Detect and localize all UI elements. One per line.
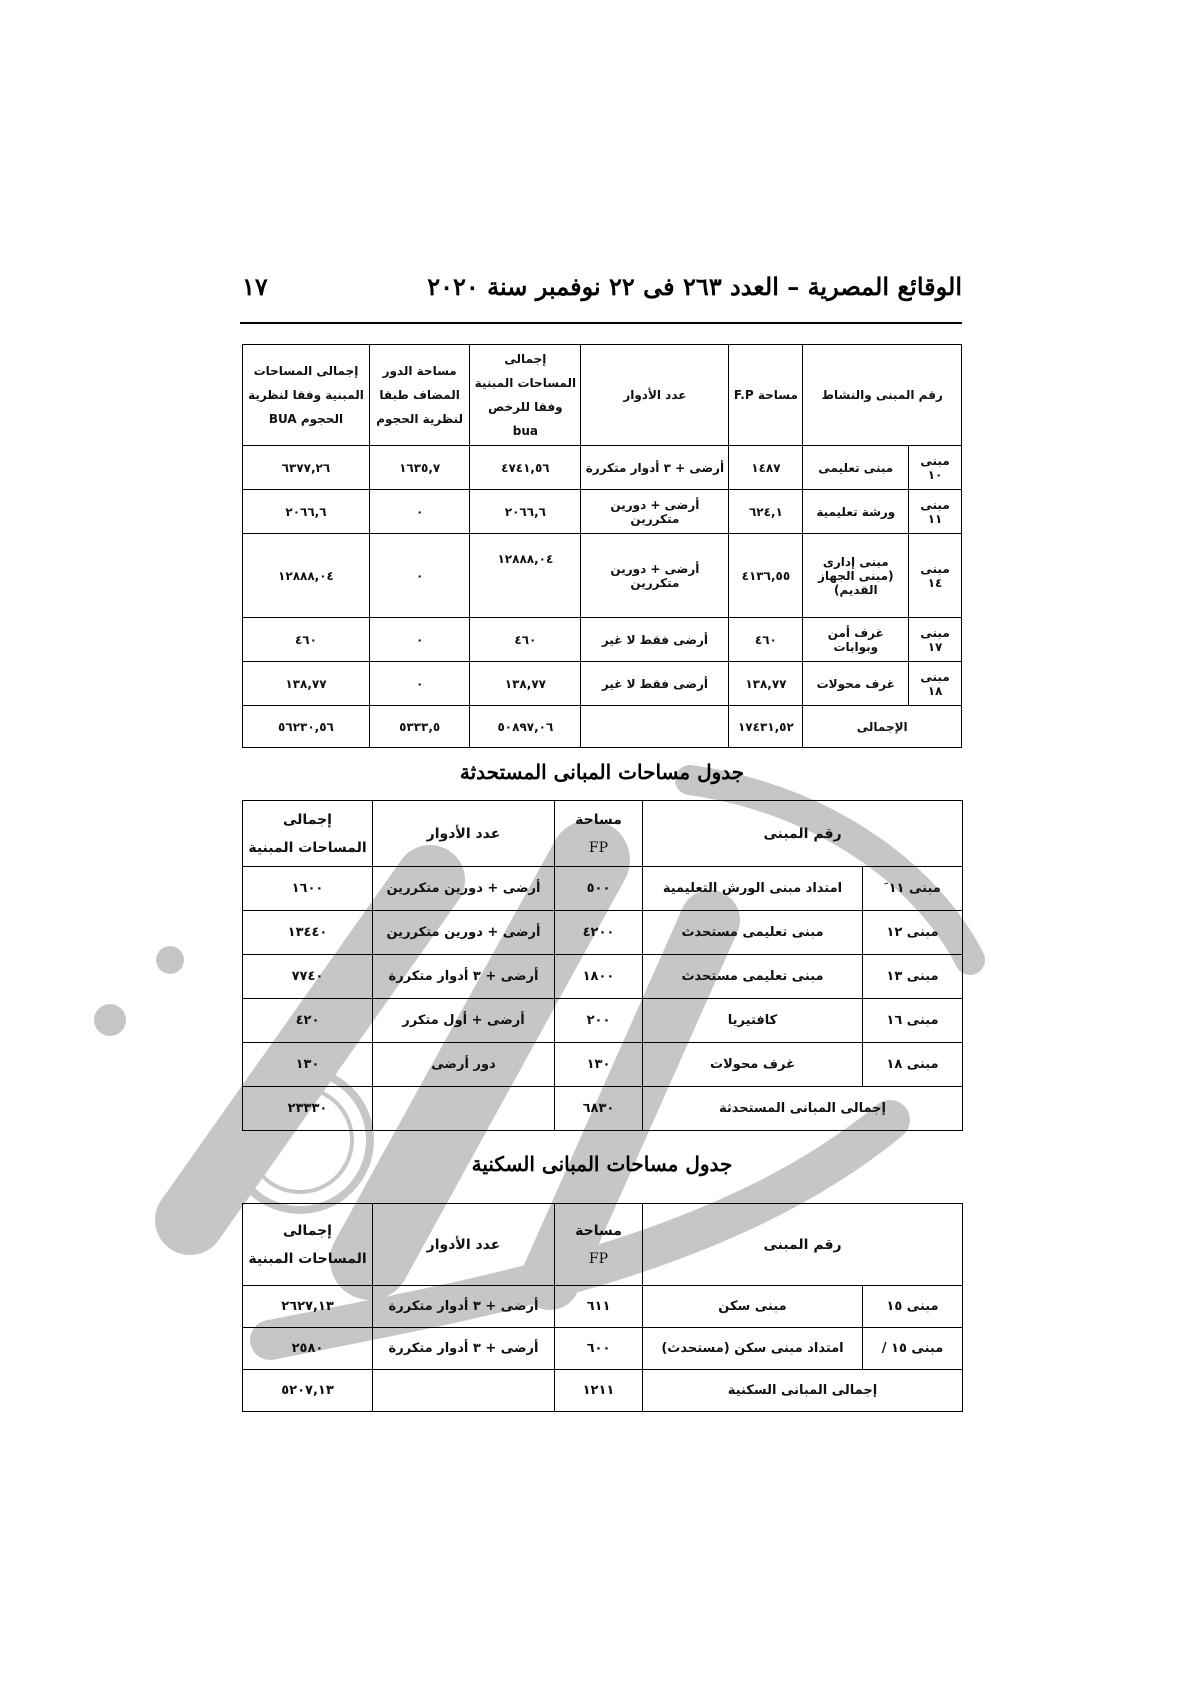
- building-activity: مبنى تعليمى: [803, 446, 909, 490]
- header-building: رقم المبنى والنشاط: [803, 345, 962, 446]
- building-number: مبنى ١٥ /: [863, 1328, 963, 1370]
- total-added-floor: ٥٣٣٣,٥: [369, 706, 469, 748]
- total-area-value: ١٣٤٤٠: [243, 911, 373, 955]
- floors-value: أرضى + ٣ أدوار متكررة: [373, 955, 555, 999]
- header-total: إجمالى المساحات المبنية: [243, 1204, 373, 1286]
- fp-value: ٦١١: [555, 1286, 643, 1328]
- table-row: [243, 955, 963, 999]
- table-row: [243, 490, 962, 534]
- building-name: مبنى سكن: [643, 1286, 863, 1328]
- table-row: [243, 618, 962, 662]
- table-row: [243, 662, 962, 706]
- header-building: رقم المبنى: [643, 1204, 963, 1286]
- bua-license-value: ٤٧٤١,٥٦: [470, 446, 581, 490]
- buildings-activity-table: [242, 344, 962, 748]
- total-area: ٥٢٠٧,١٣: [243, 1370, 373, 1412]
- bua-volume-value: ١٣٨,٧٧: [243, 662, 370, 706]
- total-fp: ٦٨٣٠: [555, 1087, 643, 1131]
- building-number: مبنى ١٥: [863, 1286, 963, 1328]
- bua-license-value: ١٢٨٨٨,٠٤: [470, 534, 581, 618]
- total-area: ٢٣٣٣٠: [243, 1087, 373, 1131]
- building-number: مبنى ١٦: [863, 999, 963, 1043]
- floors-value: أرضى + دورين متكررين: [581, 490, 729, 534]
- floors-value: أرضى + دورين متكررين: [581, 534, 729, 618]
- building-number: مبنى ١١: [909, 490, 962, 534]
- total-label: إجمالى المبانى السكنية: [643, 1370, 963, 1412]
- table-header-row: [243, 345, 962, 446]
- residential-buildings-table: [242, 1203, 963, 1412]
- total-row: [243, 706, 962, 748]
- fp-value: ٤١٣٦,٥٥: [729, 534, 803, 618]
- floors-value: دور أرضى: [373, 1043, 555, 1087]
- building-name: غرف محولات: [643, 1043, 863, 1087]
- bua-volume-value: ٤٦٠: [243, 618, 370, 662]
- floors-value: أرضى فقط لا غير: [581, 662, 729, 706]
- fp-value: ٤٢٠٠: [555, 911, 643, 955]
- building-name: كافتيريا: [643, 999, 863, 1043]
- total-area-value: ٢٥٨٠: [243, 1328, 373, 1370]
- table-row: [243, 446, 962, 490]
- total-fp: ١٧٤٣١,٥٢: [729, 706, 803, 748]
- added-floor-value: ٠: [369, 534, 469, 618]
- building-number: مبنى ١٣: [863, 955, 963, 999]
- header-fp-line2: FP: [588, 839, 609, 856]
- bua-license-value: ٤٦٠: [470, 618, 581, 662]
- table-row: [243, 999, 963, 1043]
- fp-value: ١٤٨٧: [729, 446, 803, 490]
- added-floor-value: ٠: [369, 618, 469, 662]
- building-name: امتداد مبنى سكن (مستحدث): [643, 1328, 863, 1370]
- total-floors: [581, 706, 729, 748]
- total-area-value: ٢٦٢٧,١٣: [243, 1286, 373, 1328]
- header-floors: عدد الأدوار: [581, 345, 729, 446]
- floors-value: أرضى + ٣ أدوار متكررة: [373, 1328, 555, 1370]
- building-number: مبنى ١٤: [909, 534, 962, 618]
- floors-value: أرضى + دورين متكررين: [373, 867, 555, 911]
- header-fp-line1: مساحة: [575, 811, 622, 828]
- bua-volume-value: ٦٣٧٧,٢٦: [243, 446, 370, 490]
- header-fp: مساحة F.P: [729, 345, 803, 446]
- total-floors: [373, 1087, 555, 1131]
- header-fp: [555, 1204, 643, 1286]
- header-bua-license: إجمالى المساحات المبنية وفقا للرخص bua: [470, 345, 581, 446]
- total-floors: [373, 1370, 555, 1412]
- building-name: مبنى تعليمى مستحدث: [643, 911, 863, 955]
- header-fp: [555, 801, 643, 867]
- total-area-value: ١٣٠: [243, 1043, 373, 1087]
- header-added-floor: مساحة الدور المضاف طبقا لنظرية الحجوم: [369, 345, 469, 446]
- bua-volume-value: ٢٠٦٦,٦: [243, 490, 370, 534]
- total-row: [243, 1087, 963, 1131]
- fp-value: ١٨٠٠: [555, 955, 643, 999]
- header-fp-line2: FP: [588, 1250, 609, 1267]
- total-area-value: ٧٧٤٠: [243, 955, 373, 999]
- header-floors: عدد الأدوار: [373, 1204, 555, 1286]
- building-number: مبنى ١٧: [909, 618, 962, 662]
- gazette-title: الوقائع المصرية – العدد ٢٦٣ فى ٢٢ نوفمبر سنة ٢٠٢٠: [427, 272, 962, 301]
- building-activity: ورشة تعليمية: [803, 490, 909, 534]
- residential-buildings-title: جدول مساحات المبانى السكنية: [471, 1152, 733, 1176]
- table-row: [243, 867, 963, 911]
- fp-value: ٢٠٠: [555, 999, 643, 1043]
- table-row: [243, 1043, 963, 1087]
- table-row: [243, 911, 963, 955]
- page-header: [240, 270, 962, 324]
- building-name: مبنى تعليمى مستحدث: [643, 955, 863, 999]
- building-number: مبنى ١٠: [909, 446, 962, 490]
- building-activity: غرف محولات: [803, 662, 909, 706]
- total-bua-license: ٥٠٨٩٧,٠٦: [470, 706, 581, 748]
- table-row: [243, 1328, 963, 1370]
- building-activity: مبنى إدارى (مبنى الجهاز القديم): [803, 534, 909, 618]
- total-row: [243, 1370, 963, 1412]
- fp-value: ٤٦٠: [729, 618, 803, 662]
- total-area-value: ١٦٠٠: [243, 867, 373, 911]
- building-name: امتداد مبنى الورش التعليمية: [643, 867, 863, 911]
- total-label: الإجمالى: [803, 706, 962, 748]
- floors-value: أرضى فقط لا غير: [581, 618, 729, 662]
- fp-value: ١٣٠: [555, 1043, 643, 1087]
- bua-license-value: ٢٠٦٦,٦: [470, 490, 581, 534]
- floors-value: أرضى + أول متكرر: [373, 999, 555, 1043]
- header-bua-volume: إجمالى المساحات المبنية وفقا لنظرية الحجوم BUA: [243, 345, 370, 446]
- floors-value: أرضى + ٣ أدوار متكررة: [581, 446, 729, 490]
- fp-value: ٥٠٠: [555, 867, 643, 911]
- bua-volume-value: ١٢٨٨٨,٠٤: [243, 534, 370, 618]
- total-fp: ١٢١١: [555, 1370, 643, 1412]
- header-total: إجمالى المساحات المبنية: [243, 801, 373, 867]
- fp-value: ٦٠٠: [555, 1328, 643, 1370]
- table-row: [243, 1286, 963, 1328]
- new-buildings-table: [242, 800, 963, 1131]
- building-number: مبنى ١١ َ: [863, 867, 963, 911]
- table-header-row: [243, 1204, 963, 1286]
- fp-value: ١٣٨,٧٧: [729, 662, 803, 706]
- building-number: مبنى ١٨: [863, 1043, 963, 1087]
- floors-value: أرضى + ٣ أدوار متكررة: [373, 1286, 555, 1328]
- building-number: مبنى ١٢: [863, 911, 963, 955]
- header-floors: عدد الأدوار: [373, 801, 555, 867]
- total-bua-volume: ٥٦٢٣٠,٥٦: [243, 706, 370, 748]
- page-number: ١٧: [242, 272, 268, 301]
- bua-license-value: ١٣٨,٧٧: [470, 662, 581, 706]
- building-number: مبنى ١٨: [909, 662, 962, 706]
- building-activity: غرف أمن وبوابات: [803, 618, 909, 662]
- floors-value: أرضى + دورين متكررين: [373, 911, 555, 955]
- total-label: إجمالى المبانى المستحدثة: [643, 1087, 963, 1131]
- table-row: [243, 534, 962, 618]
- header-fp-line1: مساحة: [575, 1222, 622, 1239]
- header-building: رقم المبنى: [643, 801, 963, 867]
- total-area-value: ٤٢٠: [243, 999, 373, 1043]
- fp-value: ٦٢٤,١: [729, 490, 803, 534]
- added-floor-value: ١٦٣٥,٧: [369, 446, 469, 490]
- new-buildings-title: جدول مساحات المبانى المستحدثة: [459, 760, 745, 784]
- added-floor-value: ٠: [369, 662, 469, 706]
- added-floor-value: ٠: [369, 490, 469, 534]
- table-header-row: [243, 801, 963, 867]
